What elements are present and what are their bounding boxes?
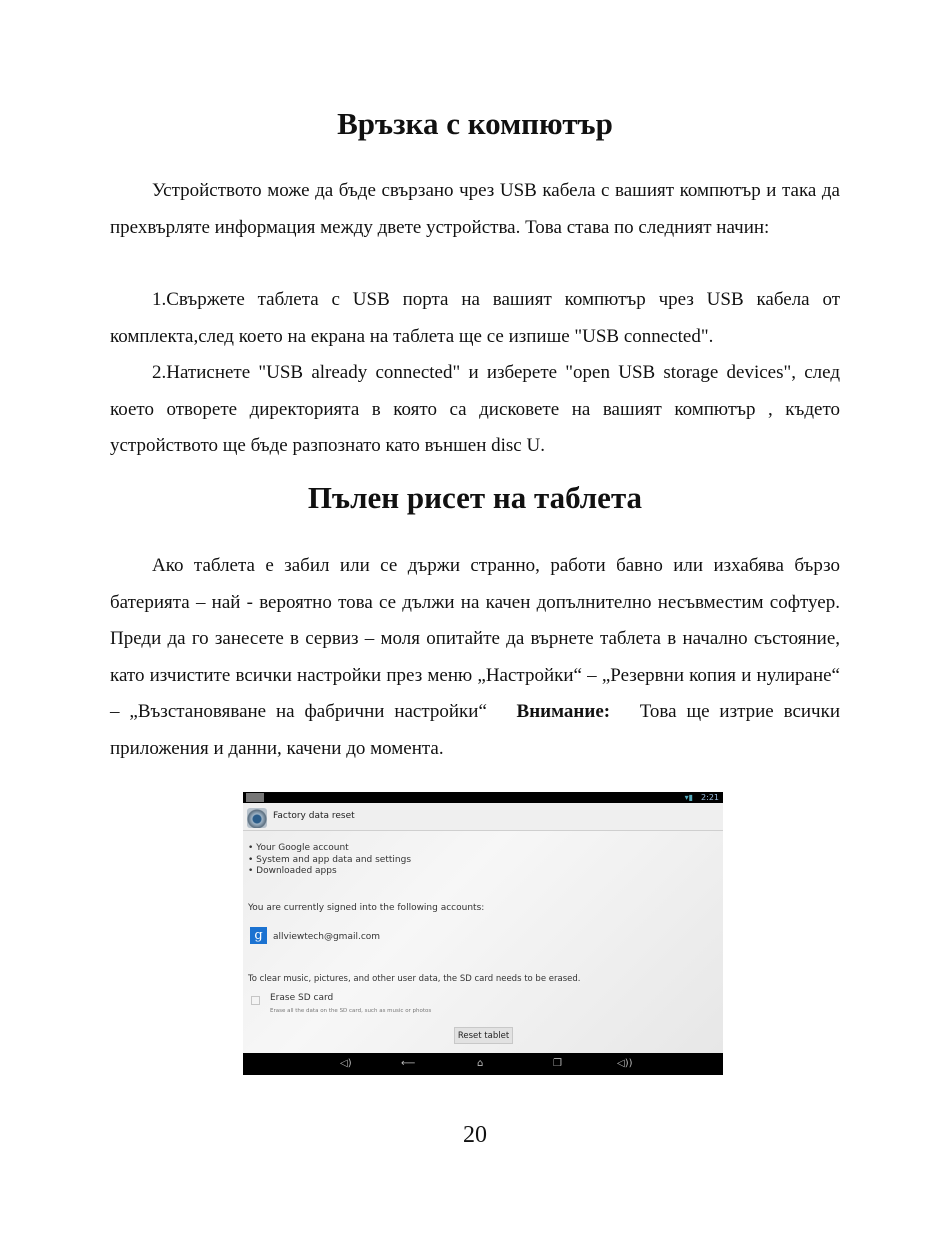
erase-items-list	[248, 843, 411, 878]
screen-title: Factory data reset	[273, 811, 355, 821]
list-item: • Downloaded apps	[248, 866, 411, 878]
home-icon[interactable]: ⌂	[477, 1058, 484, 1069]
erase-sd-checkbox[interactable]	[251, 996, 260, 1005]
volume-down-icon[interactable]: ◁)	[340, 1058, 352, 1069]
paragraph-text: 1.Свържете таблета с USB порта на вашият компютър чрез USB кабела от комплекта,след което на екрана на таблета ще се изпише "USB connected".	[110, 289, 840, 347]
section-heading-computer-connection: Връзка с компютър	[337, 106, 613, 141]
navigation-bar	[243, 1053, 723, 1075]
settings-backup-icon[interactable]	[247, 808, 267, 828]
erase-sd-description: Erase all the data on the SD card, such as music or photos	[270, 1008, 432, 1014]
account-email: allviewtech@gmail.com	[273, 932, 381, 942]
action-bar	[243, 803, 723, 831]
reset-tablet-button[interactable]: Reset tablet	[454, 1027, 513, 1044]
factory-reset-screenshot	[243, 792, 723, 1075]
notification-icons	[246, 793, 264, 802]
paragraph-step-1	[110, 282, 840, 355]
wifi-battery-icon: ▾▮	[684, 793, 693, 802]
paragraph-text: Това ще изтрие всички приложения и данни, качени до момента.	[110, 701, 841, 759]
sd-card-note: To clear music, pictures, and other user data, the SD card needs to be erased.	[248, 974, 581, 984]
section-heading-factory-reset: Пълен рисет на таблета	[307, 480, 643, 515]
list-item: • System and app data and settings	[248, 855, 411, 867]
paragraph-step-2	[110, 355, 840, 465]
accounts-label: You are currently signed into the following accounts:	[248, 903, 485, 913]
recent-apps-icon[interactable]: ❐	[553, 1058, 562, 1069]
google-plus-icon: g	[250, 927, 267, 944]
paragraph-connection-intro	[110, 173, 840, 246]
list-item: • Your Google account	[248, 843, 411, 855]
erase-sd-label[interactable]: Erase SD card	[270, 993, 334, 1003]
status-bar	[243, 792, 723, 803]
paragraph-text: Устройството може да бъде свързано чрез USB кабела с вашият компютър и така да прехвърляте информация между двете устройства. Това става по следният начин:	[110, 180, 840, 238]
paragraph-text: 2.Натиснете "USB already connected" и изберете "open USB storage devices", след което отворете директорията в която са дисковете на вашият компютър , където устройството ще бъде разпознато като външен disc U.	[110, 362, 840, 456]
back-icon[interactable]: ⟵	[401, 1058, 416, 1069]
warning-label: Внимание:	[516, 701, 611, 722]
status-clock: 2:21	[701, 793, 719, 802]
paragraph-reset-instructions	[110, 548, 840, 767]
page-number: 20	[463, 1122, 487, 1148]
volume-up-icon[interactable]: ◁))	[617, 1058, 633, 1069]
paragraph-text: Ако таблета е забил или се държи странно, работи бавно или изхабява бързо батерията – най - вероятно това се дължи на качен допълнително несъвместим софтуер. Преди да го занесете в сервиз – моля опитайте да върнете таблета в начално състояние, като изчистите всички настройки през меню „Настройки“ – „Резервни копия и нулиране“ – „Възстановяване на фабрични настройки“	[110, 555, 840, 722]
